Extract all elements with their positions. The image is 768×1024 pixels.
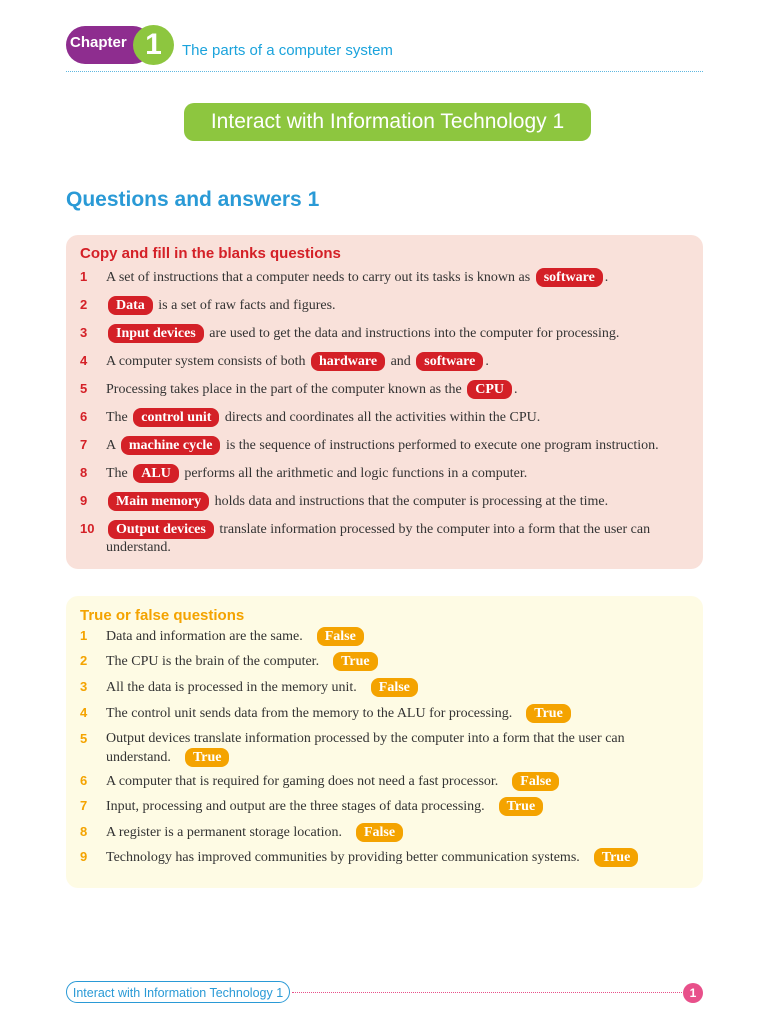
question-text: Input, processing and output are the three stages of data processing. [106, 799, 485, 814]
question-text: A set of instructions that a computer needs to carry out its tasks is known as [106, 270, 531, 285]
true-false-panel [66, 596, 703, 888]
question-number: 9 [80, 849, 88, 864]
section-title: Questions and answers 1 [66, 188, 320, 211]
banner-title: Interact with Information Technology 1 [184, 103, 591, 141]
question-text: . [485, 354, 489, 369]
question-text: . [604, 270, 609, 285]
answer-badge: machine cycle [121, 436, 221, 455]
answer-badge: True [185, 748, 230, 767]
question-text: performs all the arithmetic and logic functions in a computer. [184, 466, 528, 481]
chapter-number: 1 [133, 25, 174, 65]
question-text: Technology has improved communities by providing better communication systems. [106, 850, 580, 865]
question-number: 9 [80, 493, 88, 508]
true-false-title: True or false questions [80, 607, 245, 624]
question-text: directs and coordinates all the activities within the CPU. [224, 410, 541, 425]
answer-badge: software [536, 268, 603, 287]
question-number: 7 [80, 437, 88, 452]
answer-badge: ALU [133, 464, 179, 483]
question-number: 4 [80, 353, 88, 368]
answer-badge: CPU [467, 380, 512, 399]
answer-badge: Input devices [108, 324, 204, 343]
question-text: . [514, 382, 518, 397]
question-number: 3 [80, 325, 88, 340]
question-text: A computer system consists of both [106, 354, 306, 369]
answer-badge: hardware [311, 352, 385, 371]
answer-badge: Main memory [108, 492, 209, 511]
question-text: is a set of raw facts and figures. [158, 298, 336, 313]
question-number: 5 [80, 731, 88, 746]
fill-blanks-title: Copy and fill in the blanks questions [80, 245, 341, 262]
answer-badge: False [356, 823, 403, 842]
question-number: 8 [80, 465, 88, 480]
fill-blanks-panel [66, 235, 703, 569]
question-number: 5 [80, 381, 88, 396]
header-divider [66, 71, 703, 72]
question-number: 2 [80, 653, 88, 668]
question-number: 10 [80, 521, 95, 536]
answer-badge: True [526, 704, 571, 723]
question-text: is the sequence of instructions performed to execute one program instruction. [225, 438, 659, 453]
question-number: 1 [80, 628, 88, 643]
question-number: 2 [80, 297, 88, 312]
question-text: The control unit sends data from the memory to the ALU for processing. [106, 706, 513, 721]
question-text: A computer that is required for gaming does not need a fast processor. [106, 774, 499, 789]
question-text: Data and information are the same. [106, 629, 303, 644]
question-text: The [106, 410, 128, 425]
answer-badge: Data [108, 296, 153, 315]
question-text: Processing takes place in the part of the computer known as the [106, 382, 462, 397]
answer-badge: True [333, 652, 378, 671]
question-number: 7 [80, 798, 88, 813]
footer-book-title: Interact with Information Technology 1 [66, 981, 290, 1003]
answer-badge: True [594, 848, 639, 867]
question-text: Output devices translate information processed by the computer into a form that the user can understand. [106, 731, 625, 765]
footer-divider [292, 992, 682, 993]
question-text: The CPU is the brain of the computer. [106, 654, 320, 669]
question-text: The [106, 466, 128, 481]
answer-badge: False [317, 627, 364, 646]
question-text: and [390, 354, 411, 369]
question-number: 8 [80, 824, 88, 839]
page-number: 1 [683, 983, 703, 1003]
answer-badge: False [512, 772, 559, 791]
answer-badge: True [499, 797, 544, 816]
question-number: 6 [80, 773, 88, 788]
answer-badge: control unit [133, 408, 219, 427]
question-number: 3 [80, 679, 88, 694]
answer-badge: False [371, 678, 418, 697]
question-text: holds data and instructions that the computer is processing at the time. [214, 494, 609, 509]
question-text: A [106, 438, 116, 453]
question-number: 6 [80, 409, 88, 424]
question-number: 4 [80, 705, 88, 720]
question-text: All the data is processed in the memory unit. [106, 680, 357, 695]
question-text: A register is a permanent storage location. [106, 825, 342, 840]
question-number: 1 [80, 269, 88, 284]
question-text: are used to get the data and instructions into the computer for processing. [209, 326, 620, 341]
chapter-label: Chapter [70, 34, 127, 51]
question-text: translate information processed by the computer into a form that the user can understand. [106, 522, 651, 555]
answer-badge: Output devices [108, 520, 214, 539]
answer-badge: software [416, 352, 483, 371]
chapter-title: The parts of a computer system [182, 42, 393, 59]
